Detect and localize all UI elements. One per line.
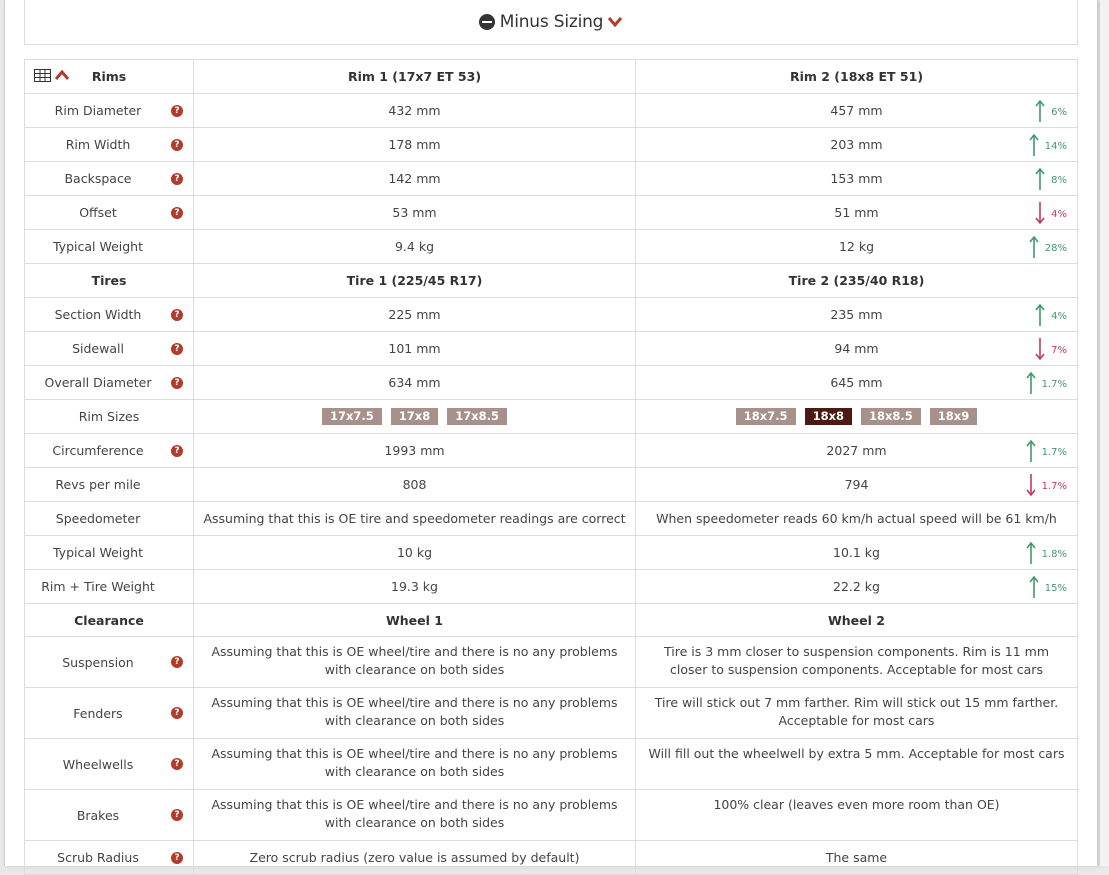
- value-col1: 142 mm: [194, 162, 636, 196]
- row-label-cell: [25, 196, 194, 230]
- arrow-up-icon: [1035, 303, 1045, 327]
- row-label-cell: [25, 298, 194, 332]
- diff-percent: 1.7%: [1041, 447, 1067, 458]
- value-col2-cell: [636, 196, 1078, 230]
- value-col2: 457 mm: [830, 103, 883, 118]
- increase-indicator: [1026, 439, 1067, 463]
- row-label: Scrub Radius: [57, 850, 139, 865]
- value-col2: 22.2 kg: [833, 579, 880, 594]
- row-label: Typical Weight: [52, 239, 144, 254]
- value-col2-cell: [636, 94, 1078, 128]
- diff-percent: 1.7%: [1041, 481, 1067, 492]
- row-label: Circumference: [52, 443, 144, 458]
- rims-header-col1: Rim 1 (17x7 ET 53): [194, 60, 636, 94]
- value-col1: 53 mm: [194, 196, 636, 230]
- row-label: Sidewall: [72, 341, 124, 356]
- table-row: [25, 128, 1078, 162]
- value-col1: 1993 mm: [194, 434, 636, 468]
- value-col2: 10.1 kg: [833, 545, 880, 560]
- scrollbar[interactable]: [1100, 0, 1109, 866]
- table-row: [25, 94, 1078, 128]
- row-label-cell: [25, 502, 194, 536]
- help-icon[interactable]: ?: [171, 445, 183, 457]
- value-col2-cell: [636, 739, 1078, 790]
- table-row: [25, 468, 1078, 502]
- value-col1: 101 mm: [194, 332, 636, 366]
- diff-percent: 7%: [1051, 345, 1067, 356]
- rims-header-row: [25, 60, 1078, 94]
- decrease-indicator: [1026, 473, 1067, 497]
- tires-header-label: Tires: [91, 273, 127, 288]
- increase-indicator: [1029, 235, 1067, 259]
- row-label-cell: [25, 468, 194, 502]
- help-icon[interactable]: ?: [171, 105, 183, 117]
- increase-indicator: [1029, 575, 1067, 599]
- arrow-up-icon: [1035, 99, 1045, 123]
- value-col1: 10 kg: [194, 536, 636, 570]
- row-label: Speedometer: [55, 511, 141, 526]
- row-label-cell: [25, 332, 194, 366]
- help-icon[interactable]: ?: [171, 343, 183, 355]
- value-col2-cell: [636, 468, 1078, 502]
- diff-percent: 4%: [1051, 209, 1067, 220]
- row-label-cell: [25, 739, 194, 790]
- rim-size-chips-tire2: [636, 400, 1078, 434]
- row-label: Overall Diameter: [44, 375, 152, 390]
- arrow-up-icon: [1029, 235, 1039, 259]
- table-row: [25, 739, 1078, 790]
- value-col2-cell: [636, 637, 1078, 688]
- table-row: [25, 688, 1078, 739]
- row-label-cell: [25, 637, 194, 688]
- increase-indicator: [1035, 167, 1067, 191]
- value-col1: 808: [194, 468, 636, 502]
- row-label-cell: [25, 536, 194, 570]
- value-col2-cell: [636, 790, 1078, 841]
- value-col2: The same: [825, 849, 888, 865]
- clearance-header-label: Clearance: [74, 612, 144, 628]
- value-col2: Will fill out the wheelwell by extra 5 mm. Acceptable for most cars: [648, 746, 1065, 761]
- row-label: Rim Diameter: [54, 103, 142, 118]
- diff-percent: 28%: [1044, 243, 1067, 254]
- table-row: [25, 196, 1078, 230]
- value-col1: 432 mm: [194, 94, 636, 128]
- row-label: Revs per mile: [55, 477, 141, 492]
- increase-indicator: [1035, 303, 1067, 327]
- value-col1: 19.3 kg: [194, 570, 636, 604]
- clearance-header-cell: [25, 604, 194, 637]
- help-icon[interactable]: ?: [171, 707, 183, 719]
- diff-percent: 4%: [1051, 311, 1067, 322]
- value-col1: 9.4 kg: [194, 230, 636, 264]
- rim-size-chip[interactable]: 18x8: [805, 408, 852, 425]
- arrow-up-icon: [1026, 541, 1036, 565]
- value-col1-cell: [194, 739, 636, 790]
- section-toggle-header[interactable]: [24, 0, 1078, 45]
- row-label-cell: [25, 128, 194, 162]
- rim-size-chip[interactable]: 18x7.5: [736, 408, 796, 425]
- chevron-down-icon[interactable]: [607, 16, 623, 28]
- value-col2-cell: [636, 230, 1078, 264]
- arrow-down-icon: [1035, 337, 1045, 361]
- diff-percent: 15%: [1044, 583, 1067, 594]
- value-col1-cell: [194, 790, 636, 841]
- value-col2-cell: [636, 502, 1078, 536]
- minus-circle-icon[interactable]: [479, 14, 495, 30]
- tires-header-row: [25, 264, 1078, 298]
- value-col2: Tire will stick out 7 mm farther. Rim will stick out 15 mm farther. Acceptable for most cars: [654, 695, 1059, 728]
- tires-header-col2: Tire 2 (235/40 R18): [636, 264, 1078, 298]
- value-col2: 12 kg: [838, 239, 875, 254]
- decrease-indicator: [1035, 201, 1067, 225]
- help-icon[interactable]: ?: [171, 139, 183, 151]
- value-col2-cell: [636, 162, 1078, 196]
- arrow-up-icon: [1035, 167, 1045, 191]
- diff-percent: 1.8%: [1041, 549, 1067, 560]
- table-row: [25, 536, 1078, 570]
- row-label-cell: [25, 688, 194, 739]
- row-label: Wheelwells: [62, 756, 134, 772]
- arrow-up-icon: [1026, 439, 1036, 463]
- help-icon[interactable]: ?: [171, 173, 183, 185]
- table-row: [25, 332, 1078, 366]
- value-col2: 2027 mm: [826, 443, 887, 458]
- value-col2: Tire is 3 mm closer to suspension components. Rim is 11 mm closer to suspension components. Acceptable for most cars: [664, 644, 1049, 677]
- table-row: [25, 502, 1078, 536]
- table-grid-icon[interactable]: [34, 69, 51, 85]
- help-icon[interactable]: ?: [171, 758, 183, 770]
- value-col2: 645 mm: [830, 375, 883, 390]
- increase-indicator: [1026, 541, 1067, 565]
- clearance-header-col1: Wheel 1: [194, 604, 636, 637]
- row-label: Fenders: [73, 705, 123, 721]
- row-label: Rim + Tire Weight: [41, 579, 155, 594]
- row-label: Brakes: [76, 807, 120, 823]
- arrow-up-icon: [1029, 133, 1039, 157]
- diff-percent: 8%: [1051, 175, 1067, 186]
- value-col2-cell: [636, 332, 1078, 366]
- tires-header-cell: [25, 264, 194, 298]
- rim-size-chip[interactable]: 18x8.5: [861, 408, 921, 425]
- table-row: [25, 230, 1078, 264]
- chip-group: [194, 408, 635, 425]
- row-label: Suspension: [62, 654, 134, 670]
- row-label-cell: [25, 790, 194, 841]
- value-col1: Assuming that this is OE wheel/tire and there is no any problems with clearance on both sides: [211, 644, 618, 677]
- rim-size-chips-tire1: [194, 400, 636, 434]
- increase-indicator: [1035, 99, 1067, 123]
- chevron-up-icon[interactable]: [54, 69, 70, 84]
- chip-group: [636, 408, 1077, 425]
- arrow-up-icon: [1026, 371, 1036, 395]
- value-col1: 225 mm: [194, 298, 636, 332]
- value-col2: 203 mm: [830, 137, 883, 152]
- arrow-up-icon: [1029, 575, 1039, 599]
- row-label: Backspace: [64, 171, 132, 186]
- value-col2: 51 mm: [834, 205, 879, 220]
- value-col2-cell: [636, 841, 1078, 875]
- value-col2-cell: [636, 128, 1078, 162]
- value-col2-cell: [636, 298, 1078, 332]
- value-col2-cell: [636, 570, 1078, 604]
- value-col2: 94 mm: [834, 341, 879, 356]
- arrow-down-icon: [1026, 473, 1036, 497]
- diff-percent: 6%: [1051, 107, 1067, 118]
- help-icon[interactable]: ?: [171, 656, 183, 668]
- value-col2: 235 mm: [830, 307, 883, 322]
- row-label: Offset: [79, 205, 117, 220]
- rim-size-chip[interactable]: 17x7.5: [322, 408, 382, 425]
- value-col1: Assuming that this is OE wheel/tire and there is no any problems with clearance on both sides: [211, 695, 618, 728]
- value-col1-cell: [194, 841, 636, 875]
- table-row: [25, 298, 1078, 332]
- help-icon[interactable]: ?: [171, 309, 183, 321]
- table-row: [25, 162, 1078, 196]
- diff-percent: 1.7%: [1041, 379, 1067, 390]
- row-label: Rim Sizes: [78, 409, 140, 424]
- value-col1-cell: [194, 637, 636, 688]
- increase-indicator: [1029, 133, 1067, 157]
- value-col1: Assuming that this is OE wheel/tire and there is no any problems with clearance on both sides: [211, 746, 618, 779]
- value-col2: 100% clear (leaves even more room than OE): [713, 797, 1000, 812]
- value-col1: Assuming that this is OE tire and speedometer readings are correct: [194, 502, 636, 536]
- table-row: [25, 790, 1078, 841]
- value-col2-cell: [636, 366, 1078, 400]
- value-col2: 794: [844, 477, 869, 492]
- row-label-cell: [25, 230, 194, 264]
- rims-header-col2: Rim 2 (18x8 ET 51): [636, 60, 1078, 94]
- table-row: [25, 434, 1078, 468]
- value-col2: When speedometer reads 60 km/h actual speed will be 61 km/h: [656, 511, 1057, 526]
- comparison-table: [24, 59, 1078, 875]
- value-col1: 634 mm: [194, 366, 636, 400]
- table-row: [25, 366, 1078, 400]
- value-col1: 178 mm: [194, 128, 636, 162]
- section-title: Minus Sizing: [499, 12, 604, 32]
- value-col2-cell: [636, 536, 1078, 570]
- rims-header-label: Rims: [91, 69, 127, 84]
- table-row: [25, 637, 1078, 688]
- arrow-down-icon: [1035, 201, 1045, 225]
- row-label-cell: [25, 94, 194, 128]
- row-label-cell: [25, 400, 194, 434]
- rim-sizes-row: [25, 400, 1078, 434]
- value-col1: Zero scrub radius (zero value is assumed by default): [249, 849, 580, 865]
- help-icon[interactable]: ?: [171, 207, 183, 219]
- clearance-header-col2: Wheel 2: [636, 604, 1078, 637]
- value-col2: 153 mm: [830, 171, 883, 186]
- value-col1: Assuming that this is OE wheel/tire and there is no any problems with clearance on both sides: [211, 797, 618, 830]
- rim-size-chip[interactable]: 17x8: [391, 408, 438, 425]
- table-row: [25, 841, 1078, 875]
- decrease-indicator: [1035, 337, 1067, 361]
- row-label-cell: [25, 570, 194, 604]
- help-icon[interactable]: ?: [171, 377, 183, 389]
- value-col2-cell: [636, 434, 1078, 468]
- table-row: [25, 570, 1078, 604]
- row-label-cell: [25, 162, 194, 196]
- rim-size-chip[interactable]: 17x8.5: [447, 408, 507, 425]
- help-icon[interactable]: ?: [171, 809, 183, 821]
- clearance-header-row: [25, 604, 1078, 637]
- row-label-cell: [25, 841, 194, 875]
- row-label: Rim Width: [65, 137, 131, 152]
- tires-header-col1: Tire 1 (225/45 R17): [194, 264, 636, 298]
- row-label-cell: [25, 434, 194, 468]
- table-tools: [34, 69, 70, 85]
- rims-header-cell: [25, 60, 194, 94]
- row-label: Section Width: [54, 307, 142, 322]
- value-col2-cell: [636, 688, 1078, 739]
- row-label: Typical Weight: [52, 545, 144, 560]
- increase-indicator: [1026, 371, 1067, 395]
- diff-percent: 14%: [1044, 141, 1067, 152]
- row-label-cell: [25, 366, 194, 400]
- value-col1-cell: [194, 688, 636, 739]
- rim-size-chip[interactable]: 18x9: [930, 408, 977, 425]
- help-icon[interactable]: ?: [171, 852, 183, 864]
